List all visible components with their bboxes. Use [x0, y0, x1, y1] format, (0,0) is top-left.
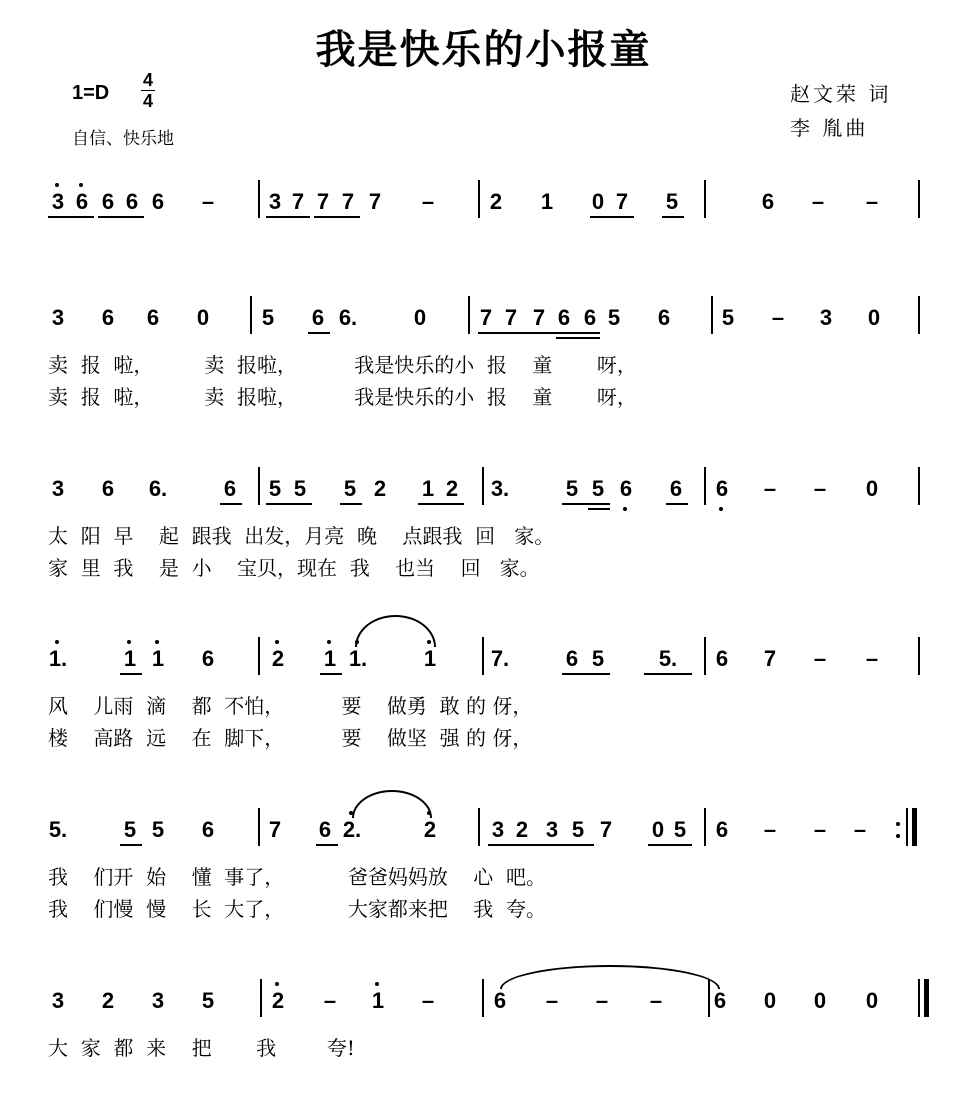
- beam-line: [320, 673, 342, 675]
- beam-line: [340, 503, 362, 505]
- note: 3.: [490, 476, 510, 501]
- key-signature: 1=D: [72, 82, 110, 104]
- note: 6: [146, 305, 160, 330]
- note: 2: [489, 189, 503, 214]
- beam-line: [562, 503, 610, 505]
- note: 3: [268, 189, 282, 214]
- note: 7: [341, 189, 355, 214]
- bar-line: [918, 467, 920, 505]
- lyric-line: 太 阳 早 起 跟我 出发，月亮 晚 点跟我 回 家。: [48, 524, 555, 548]
- note: 5.: [658, 646, 678, 671]
- note: 5: [673, 817, 687, 842]
- bar-line: [704, 808, 706, 846]
- song-title: 我是快乐的小报童: [315, 26, 652, 73]
- note: 1.: [348, 646, 368, 671]
- note: 6: [715, 817, 729, 842]
- lyric-line: 风 儿雨 滴 都 不怕， 要 做勇 敢 的 伢，: [48, 694, 533, 718]
- lyric-line: 我 们开 始 懂 事了， 爸爸妈妈放 心 吧。: [48, 865, 547, 889]
- octave-dot: [127, 640, 131, 644]
- note: 7: [599, 817, 613, 842]
- bar-line: [704, 467, 706, 505]
- octave-dot: [375, 982, 379, 986]
- octave-dot: [623, 507, 627, 511]
- note: 2: [515, 817, 529, 842]
- note: 5: [293, 476, 307, 501]
- note: 6: [201, 817, 215, 842]
- note: 5: [607, 305, 621, 330]
- note: 7.: [490, 646, 510, 671]
- beam-line: [418, 503, 464, 505]
- note: 3: [545, 817, 559, 842]
- beam-line: [648, 844, 692, 846]
- note: 7: [763, 646, 777, 671]
- bar-line: [482, 637, 484, 675]
- note: 5: [665, 189, 679, 214]
- note: 6: [101, 189, 115, 214]
- bar-line: [258, 637, 260, 675]
- note: 1: [323, 646, 337, 671]
- note: 3: [491, 817, 505, 842]
- note: 0: [196, 305, 210, 330]
- note: 1: [151, 646, 165, 671]
- note: –: [865, 189, 879, 214]
- note: –: [853, 817, 867, 842]
- note: 6: [583, 305, 597, 330]
- final-bar: [918, 979, 920, 1017]
- note: 2.: [342, 817, 362, 842]
- lyric-line: 家 里 我 是 小 宝贝，现在 我 也当 回 家。: [48, 556, 540, 580]
- note: 7: [268, 817, 282, 842]
- time-numerator: 4: [142, 70, 153, 90]
- note: 6: [565, 646, 579, 671]
- beam-line: [662, 216, 684, 218]
- note: –: [421, 189, 435, 214]
- octave-dot: [275, 640, 279, 644]
- note: –: [421, 988, 435, 1013]
- repeat-dot: [896, 834, 900, 838]
- beam-line: [266, 503, 312, 505]
- octave-dot: [155, 640, 159, 644]
- note: 5: [565, 476, 579, 501]
- beam-line: [308, 332, 330, 334]
- note: 7: [479, 305, 493, 330]
- time-denominator: 4: [142, 91, 153, 111]
- note: 6: [669, 476, 683, 501]
- lyric-line: 卖 报 啦， 卖 报啦， 我是快乐的小 报 童 呀，: [48, 385, 637, 409]
- bar-line: [478, 808, 480, 846]
- bar-line: [704, 637, 706, 675]
- note: 1: [421, 476, 435, 501]
- note: 6: [318, 817, 332, 842]
- note: 7: [368, 189, 382, 214]
- note: –: [813, 817, 827, 842]
- bar-line: [918, 180, 920, 218]
- note: 7: [532, 305, 546, 330]
- beam-line: [590, 216, 634, 218]
- note: 1: [540, 189, 554, 214]
- lyricist-credit: 赵文荣 词: [790, 82, 892, 106]
- octave-dot: [275, 982, 279, 986]
- beam-line: [120, 844, 142, 846]
- note: 0: [763, 988, 777, 1013]
- beam-line: [478, 332, 600, 334]
- beam-line: [316, 844, 338, 846]
- octave-dot: [55, 640, 59, 644]
- beam-line: [266, 216, 310, 218]
- note: 1: [371, 988, 385, 1013]
- beam-line: [48, 216, 94, 218]
- note: –: [763, 817, 777, 842]
- bar-line: [711, 296, 713, 334]
- note: 1: [123, 646, 137, 671]
- note: 3: [51, 305, 65, 330]
- note: 6: [101, 305, 115, 330]
- lyric-line: 我 们慢 慢 长 大了， 大家都来把 我 夸。: [48, 897, 547, 921]
- final-bar: [924, 979, 929, 1017]
- note: 5: [343, 476, 357, 501]
- note: 5: [201, 988, 215, 1013]
- note: 6: [715, 646, 729, 671]
- lyric-line: 卖 报 啦， 卖 报啦， 我是快乐的小 报 童 呀，: [48, 353, 637, 377]
- note: 5: [268, 476, 282, 501]
- note: 0: [413, 305, 427, 330]
- bar-line: [482, 467, 484, 505]
- bar-line: [258, 180, 260, 218]
- bar-line: [250, 296, 252, 334]
- note: 6: [493, 988, 507, 1013]
- note: –: [811, 189, 825, 214]
- note: 5: [591, 476, 605, 501]
- note: 0: [813, 988, 827, 1013]
- bar-line: [918, 637, 920, 675]
- beam-line: [666, 503, 688, 505]
- note: 3: [51, 476, 65, 501]
- note: 6: [151, 189, 165, 214]
- beam-line: [562, 673, 610, 675]
- note: 6: [619, 476, 633, 501]
- tie-arc: [500, 965, 720, 989]
- bar-line: [704, 180, 706, 218]
- final-bar: [912, 808, 917, 846]
- note: 6: [557, 305, 571, 330]
- note: 3: [819, 305, 833, 330]
- tempo-marking: 自信、快乐地: [72, 129, 174, 149]
- bar-line: [918, 296, 920, 334]
- note: 6: [125, 189, 139, 214]
- note: 6: [657, 305, 671, 330]
- beam-line: [556, 337, 600, 339]
- octave-dot: [55, 183, 59, 187]
- note: 6: [75, 189, 89, 214]
- note: 5: [721, 305, 735, 330]
- note: –: [865, 646, 879, 671]
- note: 6: [101, 476, 115, 501]
- note: 5: [123, 817, 137, 842]
- beam-line: [588, 508, 610, 510]
- note: –: [649, 988, 663, 1013]
- note: –: [545, 988, 559, 1013]
- note: 5: [151, 817, 165, 842]
- note: 0: [867, 305, 881, 330]
- tie-arc: [355, 615, 436, 647]
- beam-line: [220, 503, 242, 505]
- note: 5.: [48, 817, 68, 842]
- octave-dot: [327, 640, 331, 644]
- bar-line: [260, 979, 262, 1017]
- bar-line: [478, 180, 480, 218]
- note: –: [763, 476, 777, 501]
- bar-line: [258, 467, 260, 505]
- repeat-dot: [896, 822, 900, 826]
- bar-line: [482, 979, 484, 1017]
- note: 3: [151, 988, 165, 1013]
- note: –: [813, 476, 827, 501]
- bar-line: [258, 808, 260, 846]
- note: 0: [591, 189, 605, 214]
- note: 6: [715, 476, 729, 501]
- note: –: [323, 988, 337, 1013]
- note: 3: [51, 988, 65, 1013]
- beam-line: [644, 673, 692, 675]
- note: 6: [201, 646, 215, 671]
- note: 1: [423, 646, 437, 671]
- beam-line: [120, 673, 142, 675]
- note: –: [813, 646, 827, 671]
- note: 5: [591, 646, 605, 671]
- note: –: [771, 305, 785, 330]
- note: –: [595, 988, 609, 1013]
- note: 2: [445, 476, 459, 501]
- note: 1.: [48, 646, 68, 671]
- note: 6: [311, 305, 325, 330]
- note: 0: [651, 817, 665, 842]
- bar-line: [468, 296, 470, 334]
- note: 2: [271, 646, 285, 671]
- tie-arc: [352, 790, 432, 818]
- note: 5: [571, 817, 585, 842]
- octave-dot: [79, 183, 83, 187]
- note: 5: [261, 305, 275, 330]
- beam-line: [488, 844, 594, 846]
- staff-line-1: [0, 186, 967, 316]
- note: 2: [271, 988, 285, 1013]
- note: 6: [761, 189, 775, 214]
- note: 6: [713, 988, 727, 1013]
- note: 7: [615, 189, 629, 214]
- composer-credit: 李 胤曲: [790, 116, 869, 140]
- beam-line: [314, 216, 360, 218]
- time-signature: [138, 70, 158, 111]
- lyric-line: 楼 高路 远 在 脚下， 要 做坚 强 的 伢，: [48, 726, 533, 750]
- beam-line: [98, 216, 144, 218]
- note: –: [201, 189, 215, 214]
- note: 7: [291, 189, 305, 214]
- note: 6.: [338, 305, 358, 330]
- note: 6.: [148, 476, 168, 501]
- note: 0: [865, 988, 879, 1013]
- final-bar: [906, 808, 908, 846]
- note: 7: [316, 189, 330, 214]
- octave-dot: [719, 507, 723, 511]
- note: 2: [373, 476, 387, 501]
- note: 0: [865, 476, 879, 501]
- note: 7: [504, 305, 518, 330]
- note: 2: [423, 817, 437, 842]
- note: 6: [223, 476, 237, 501]
- note: 3: [51, 189, 65, 214]
- lyric-line: 大 家 都 来 把 我 夸!: [48, 1036, 355, 1060]
- note: 2: [101, 988, 115, 1013]
